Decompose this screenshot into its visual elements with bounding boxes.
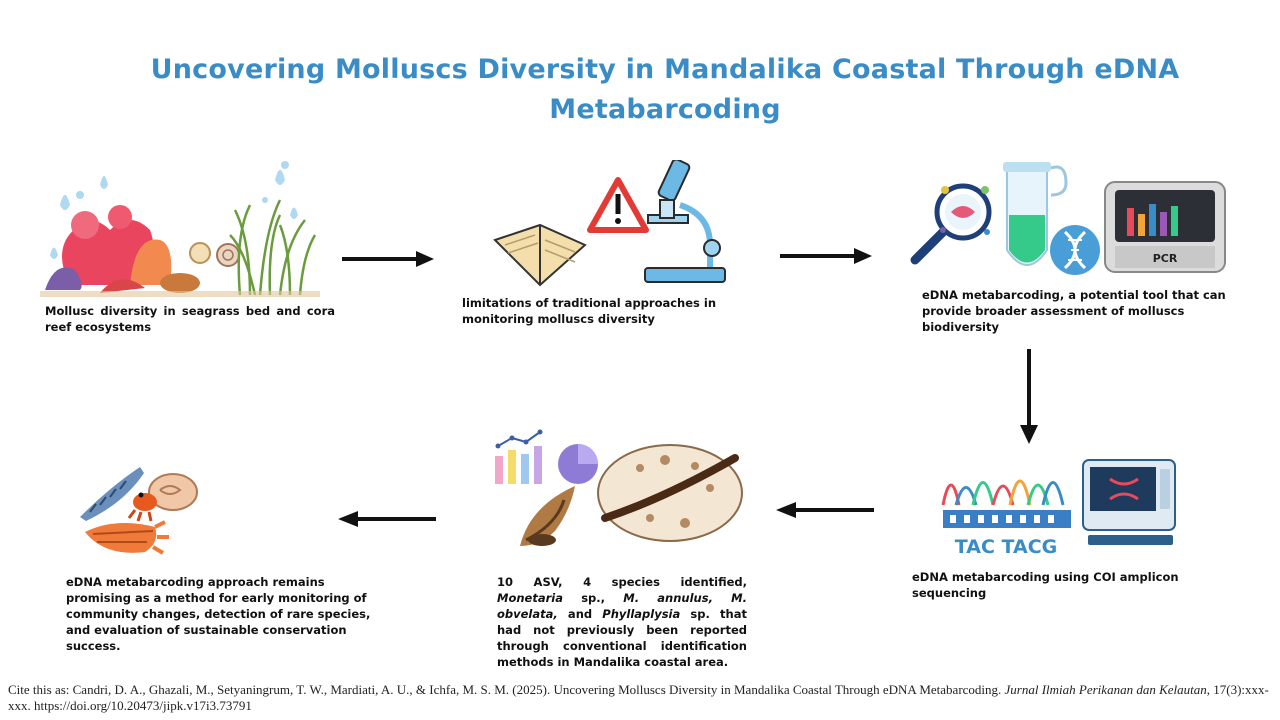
murex-shell-icon xyxy=(85,522,169,553)
arrow-right-1 xyxy=(340,249,436,269)
magnifier-icon xyxy=(915,186,990,260)
caption-text: sp. that had not previously been reported through conventional identification methods in Mandalika coastal area. xyxy=(497,607,747,669)
step-caption: eDNA metabarcoding, a potential tool that can provide broader assessment of molluscs biodiversity xyxy=(922,288,1226,334)
citation-text: Cite this as: Candri, D. A., Ghazali, M., Setyaningrum, T. W., Mardiati, A. U., & Ichfa, M. S. M. (2025). Uncovering Molluscs Diversity in Mandalika Coastal Through eDNA Metabarcoding. xyxy=(8,682,1005,697)
molluscs-illustration xyxy=(75,462,205,557)
caption-text: sp., xyxy=(562,591,624,605)
citation xyxy=(8,682,1273,714)
citation-doi: , 17(3):xxx-xxx. https://doi.org/10.20473/jipk.v17i3.73791 xyxy=(8,682,1269,713)
cowrie-shell-icon xyxy=(598,445,742,541)
bar-chart-icon xyxy=(495,430,543,485)
edna-tools-illustration xyxy=(905,160,1230,280)
species-name: Phyllaplysia xyxy=(602,607,681,621)
journal-name: Jurnal Ilmiah Perikanan dan Kelautan xyxy=(1004,682,1207,697)
arrow-left-1 xyxy=(772,500,876,520)
species-name: Monetaria xyxy=(497,591,563,605)
caption-text: 10 ASV, 4 species identified, xyxy=(497,575,747,589)
results-illustration xyxy=(490,428,750,558)
open-book-icon xyxy=(495,225,585,285)
caption-text: and xyxy=(557,607,603,621)
step-caption: Mollusc diversity in seagrass bed and cora reef ecosystems xyxy=(45,304,335,334)
sequencing-illustration xyxy=(938,455,1178,560)
species-name: M. annulus, M. obvelata, xyxy=(497,591,747,621)
arrow-right-2 xyxy=(778,246,874,266)
seagrass-icon xyxy=(230,200,315,295)
arrow-down xyxy=(1018,347,1040,447)
microscope-icon xyxy=(645,160,725,282)
sequence-label: TAC TACG xyxy=(954,536,1058,558)
hermit-crab-icon xyxy=(129,474,197,521)
shell-icon xyxy=(190,243,239,266)
dna-icon xyxy=(1050,225,1100,275)
step-caption: limitations of traditional approaches in monitoring molluscs diversity xyxy=(462,296,717,326)
traditional-methods-illustration xyxy=(490,160,750,290)
arrow-left-2 xyxy=(334,509,438,529)
page-title: Uncovering Molluscs Diversity in Mandalika Coastal Through eDNA Metabarcoding xyxy=(150,54,1180,125)
coral-reef-icon xyxy=(45,205,200,293)
step-caption: eDNA metabarcoding approach remains promising as a method for early monitoring of community changes, detection of rare species, and evaluation of sustainable conservation success. xyxy=(66,575,371,653)
step-caption: eDNA metabarcoding using COI amplicon sequencing xyxy=(912,570,1179,600)
pie-chart-icon xyxy=(558,444,598,484)
pcr-machine-icon xyxy=(1105,182,1225,272)
warning-icon xyxy=(590,180,646,230)
coral-reef-illustration xyxy=(40,155,320,300)
conch-shell-icon xyxy=(520,486,575,546)
pcr-label: PCR xyxy=(1152,252,1178,265)
chromatogram-icon xyxy=(943,481,1063,505)
computer-dna-icon xyxy=(1083,460,1175,545)
step-caption xyxy=(497,574,747,670)
